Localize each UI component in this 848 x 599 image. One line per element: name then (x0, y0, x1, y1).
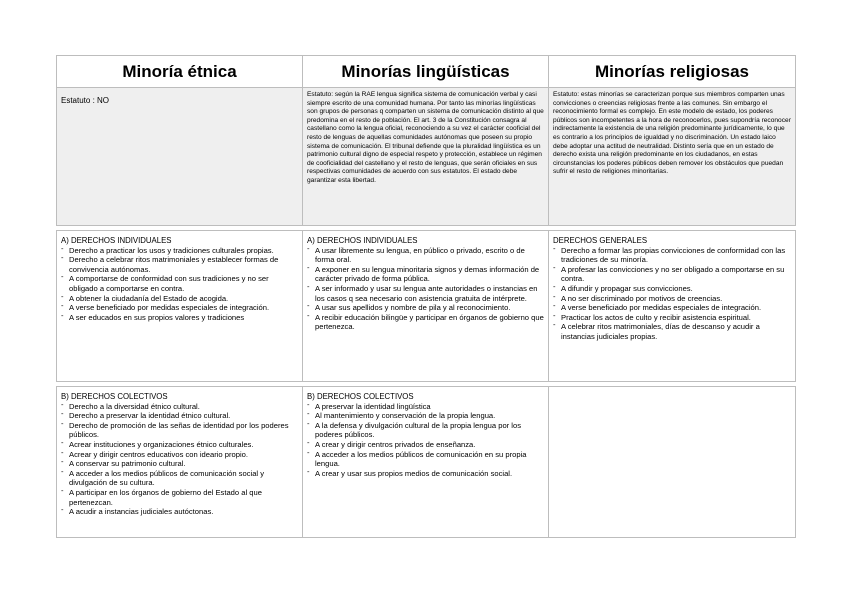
list-item (61, 418, 298, 440)
dash-bullet-icon: - (553, 310, 556, 320)
dash-bullet-icon: - (307, 262, 310, 272)
dash-bullet-icon: - (61, 485, 64, 495)
statute-text: Estatuto : NO (61, 96, 110, 105)
list-item-text: Derecho a practicar los usos y tradiciones culturales propias. (69, 245, 274, 255)
dash-bullet-icon: - (307, 399, 310, 409)
list-item-text: Derecho a formar las propias convicciones de conformidad con las tradiciones de su minoría. (561, 245, 786, 265)
list-item (307, 303, 544, 313)
list-item (61, 291, 298, 304)
statute-text: Estatuto: estas minorías se caracterizan porque sus miembros comparten unas convicciones o creencias religiosas frente a las comunes. Sin embargo el reconocimiento formal es complejo. En este modelo de estado, los poderes públicos son incompetentes a la hora de reconocerlos, pues supondría reconocer indirectamente la existencia de una religión predominante jurídicamente, lo que es contrario a los principios de igualdad y no discriminación. Un estado laico debe adoptar una actitud de neutralidad. Distinto sería que en un estado de derecho exista una religión predominante en los ciudadanos, en estas circunstancias los poderes públicos deben remover los obstáculos que puedan sufrir el resto de religiones minoritarias. (553, 91, 791, 176)
statute-row (57, 88, 796, 226)
list-item (61, 466, 298, 488)
header-row (57, 56, 796, 88)
rights-row-b (57, 387, 796, 538)
rights-list (61, 243, 298, 323)
list-item-text: A profesar las convicciones y no ser obligado a comportarse en su contra. (561, 264, 785, 284)
list-item-text: A ser educados en sus propios valores y tradiciones (69, 312, 245, 322)
list-item-text: A verse beneficiado por medidas especiales de integración. (561, 303, 762, 313)
section-heading: A) DERECHOS INDIVIDUALES (307, 236, 418, 245)
rights-list (553, 243, 791, 342)
section-heading: B) DERECHOS COLECTIVOS (307, 392, 414, 401)
list-item-text: A no ser discriminado por motivos de creencias. (561, 293, 723, 303)
list-item (61, 447, 298, 460)
dash-bullet-icon: - (307, 301, 310, 311)
dash-bullet-icon: - (307, 281, 310, 291)
column-title: Minorías religiosas (549, 56, 796, 88)
dash-bullet-icon: - (61, 437, 64, 447)
dash-bullet-icon: - (553, 281, 556, 291)
list-item-text: Acrear instituciones y organizaciones étnico culturales. (69, 439, 254, 449)
dash-bullet-icon: - (61, 253, 64, 263)
rights-section (57, 231, 302, 322)
column-title: Minorías lingüísticas (303, 56, 549, 88)
rights-list (307, 243, 544, 332)
rights-list (307, 399, 544, 479)
list-item (307, 399, 544, 412)
dash-bullet-icon: - (307, 447, 310, 457)
list-item-text: A obtener la ciudadanía del Estado de acogida. (69, 293, 229, 303)
dash-bullet-icon: - (61, 301, 64, 311)
dash-bullet-icon: - (307, 418, 310, 428)
dash-bullet-icon: - (61, 447, 64, 457)
dash-bullet-icon: - (307, 409, 310, 419)
dash-bullet-icon: - (553, 262, 556, 272)
list-item-text: Al mantenimiento y conservación de la propia lengua. (315, 411, 496, 421)
list-item-text: A comportarse de conformidad con sus tradiciones y no ser obligado a comportarse en contra. (69, 274, 269, 293)
list-item-text: Derecho a celebrar ritos matrimoniales y establecer formas de convivencia autónomas. (69, 255, 279, 274)
list-item (61, 310, 298, 323)
list-item (61, 274, 298, 293)
list-item-text: A celebrar ritos matrimoniales, días de descanso y acudir a instancias judiciales propias. (561, 322, 760, 341)
dash-bullet-icon: - (61, 409, 64, 419)
rights-section (303, 387, 548, 478)
list-item-text: A crear y dirigir centros privados de enseñanza. (315, 439, 476, 449)
dash-bullet-icon: - (307, 310, 310, 320)
list-item (553, 262, 791, 284)
list-item-text: A verse beneficiado por medidas especiales de integración. (69, 303, 270, 313)
dash-bullet-icon: - (61, 272, 64, 282)
list-item (61, 411, 298, 421)
dash-bullet-icon: - (61, 418, 64, 428)
dash-bullet-icon: - (61, 505, 64, 515)
statute-text: Estatuto: según la RAE lengua significa sistema de comunicación verbal y casi siempre escrito de una comunidad humana. Por tanto las minorías lingüísticas son grupos de personas q comparten un sistema de comunicación distinto al que predomina en el resto de población. El art. 3 de la Constitución consagra al castellano como la lengua oficial, reconociendo a su vez el carácter cooficial del resto de lenguas de aquellas comunidades autónomas que poseen su propio sistema de comunicación. El tribunal defiende que la pluralidad lingüística es un patrimonio cultural digno de especial respeto y protección, establece un régimen de cooficialidad del castellano y el resto de lenguas, que serán oficiales en sus respectivas comunidades de acuerdo con sus estatutos. El estado debe garantizar esta libertad. (307, 91, 544, 184)
rights-section (303, 231, 548, 332)
dash-bullet-icon: - (61, 466, 64, 476)
list-item-text: Derecho a preservar la identidad étnico cultural. (69, 411, 231, 421)
list-item-text: A difundir y propagar sus convicciones. (561, 283, 693, 293)
dash-bullet-icon: - (553, 301, 556, 311)
list-item-text: Practicar los actos de culto y recibir asistencia espiritual. (561, 312, 751, 322)
list-item (553, 243, 791, 265)
minorities-table (56, 55, 796, 538)
list-item (307, 310, 544, 332)
list-item-text: Acrear y dirigir centros educativos con ideario propio. (69, 449, 248, 459)
list-item (307, 466, 544, 479)
list-item (61, 507, 298, 517)
list-item-text: A acudir a instancias judiciales autóctonas. (69, 507, 214, 517)
section-heading: DERECHOS GENERALES (553, 236, 648, 245)
list-item-text: A conservar su patrimonio cultural. (69, 459, 186, 469)
list-item-text: Derecho a la diversidad étnico cultural. (69, 401, 200, 411)
list-item-text: A participar en los órganos de gobierno del Estado al que pertenezcan. (69, 487, 262, 507)
rights-section (57, 387, 302, 517)
list-item-text: A crear y usar sus propios medios de comunicación social. (315, 468, 513, 478)
dash-bullet-icon: - (307, 437, 310, 447)
rights-list (61, 399, 298, 517)
dash-bullet-icon: - (61, 399, 64, 409)
dash-bullet-icon: - (553, 243, 556, 253)
list-item (61, 243, 298, 256)
column-title: Minoría étnica (57, 56, 303, 88)
list-item (307, 411, 544, 421)
list-item-text: A preservar la identidad lingüística (315, 401, 431, 411)
list-item-text: A ser informado y usar su lengua ante autoridades o instancias en los casos q sea necesario con asistencia gratuita de intérprete. (315, 283, 538, 303)
list-item (307, 262, 544, 284)
dash-bullet-icon: - (61, 243, 64, 253)
list-item (61, 485, 298, 507)
dash-bullet-icon: - (553, 291, 556, 301)
list-item-text: A exponer en su lengua minoritaria signos y demas información de carácter privado de forma pública. (315, 264, 540, 284)
list-item-text: A acceder a los medios públicos de comunicación social y divulgación de su cultura. (69, 468, 265, 488)
list-item (553, 291, 791, 304)
list-item (61, 437, 298, 450)
dash-bullet-icon: - (553, 320, 556, 330)
dash-bullet-icon: - (61, 291, 64, 301)
list-item (553, 310, 791, 323)
list-item (61, 459, 298, 469)
section-heading: A) DERECHOS INDIVIDUALES (61, 236, 172, 245)
dash-bullet-icon: - (61, 457, 64, 467)
list-item (553, 303, 791, 313)
rights-section (549, 231, 795, 342)
dash-bullet-icon: - (307, 466, 310, 476)
rights-row-a (57, 231, 796, 382)
list-item-text: A acceder a los medios públicos de comunicación en su propia lengua. (315, 449, 527, 469)
list-item (553, 322, 791, 341)
dash-bullet-icon: - (61, 310, 64, 320)
list-item (61, 399, 298, 412)
list-item (307, 437, 544, 450)
section-heading: B) DERECHOS COLECTIVOS (61, 392, 168, 401)
list-item (307, 243, 544, 265)
list-item-text: A usar sus apellidos y nombre de pila y al reconocimiento. (315, 303, 511, 313)
list-item-text: A recibir educación bilingüe y participar en órganos de gobierno que pertenezca. (315, 312, 544, 332)
dash-bullet-icon: - (307, 243, 310, 253)
list-item-text: A la defensa y divulgación cultural de la propia lengua por los poderes públicos. (315, 420, 522, 440)
list-item (61, 255, 298, 274)
list-item (61, 303, 298, 313)
list-item (553, 281, 791, 294)
list-item (307, 418, 544, 440)
list-item (307, 281, 544, 303)
list-item (307, 447, 544, 469)
list-item-text: Derecho de promoción de las señas de identidad por los poderes públicos. (69, 420, 289, 440)
list-item-text: A usar libremente su lengua, en público o privado, escrito o de forma oral. (315, 245, 525, 265)
